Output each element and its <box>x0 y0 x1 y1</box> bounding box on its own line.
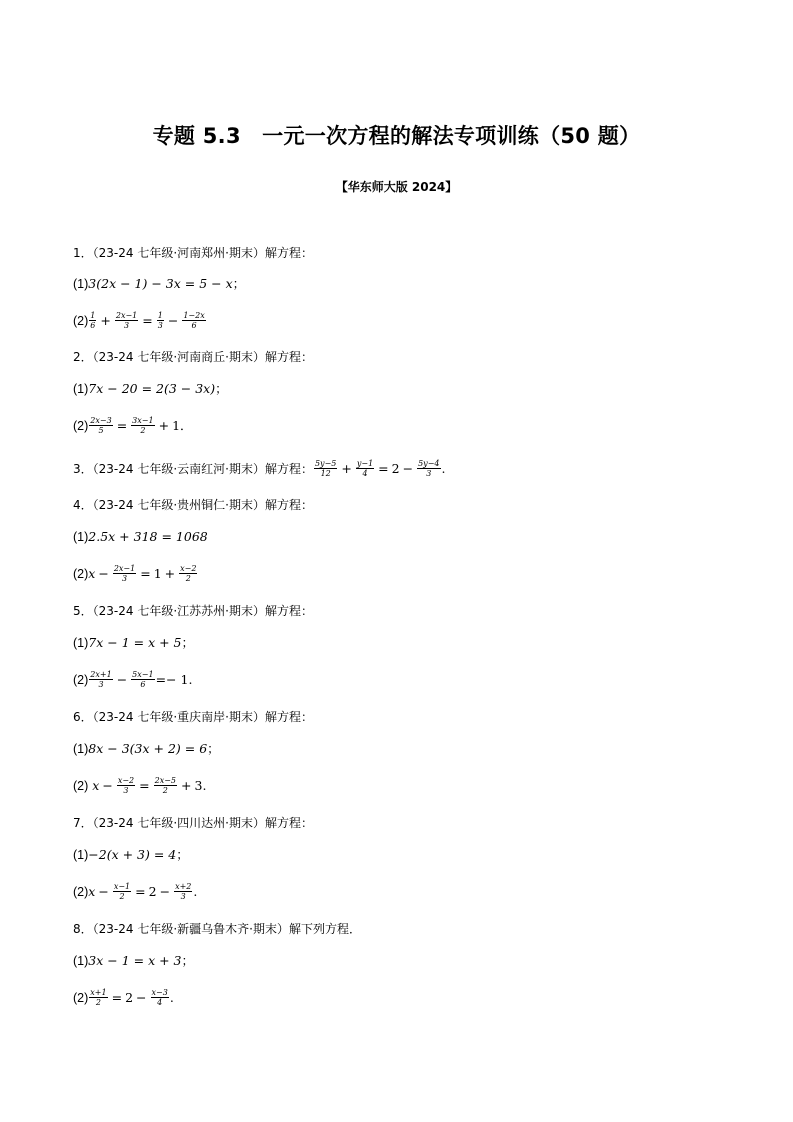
problem-4-header <box>73 496 313 514</box>
page-subtitle: 【华东师大版 2024】 <box>335 180 458 194</box>
problem-number: 4． <box>73 498 93 512</box>
fraction: $\frac{x-1}{2}$ <box>113 882 131 901</box>
problem-4-part-1 <box>73 528 208 546</box>
problem-1-part-1 <box>73 275 245 293</box>
part-label: (1) <box>73 636 89 650</box>
problem-number: 3． <box>73 462 93 476</box>
fraction: $\frac{x+2}{3}$ <box>175 882 192 901</box>
part-label: (1) <box>73 382 89 396</box>
problem-8-header <box>73 920 361 938</box>
fraction: $\frac{1-2x}{6}$ <box>183 311 205 330</box>
fraction: $\frac{2x-1}{3}$ <box>115 311 138 330</box>
problem-number: 5． <box>73 604 93 618</box>
fraction: $\frac{5x-1}{6}$ <box>132 670 154 689</box>
fraction: $\frac{x-2}{2}$ <box>180 564 197 583</box>
part-label: (2) <box>73 314 89 328</box>
part-label: (2) <box>73 885 89 899</box>
fraction: $\frac{1}{3}$ <box>157 311 163 330</box>
fraction: $\frac{y-1}{4}$ <box>356 459 374 478</box>
problem-6-header <box>73 708 313 726</box>
problem-number: 2． <box>73 350 93 364</box>
page-title: 专题 5.3 一元一次方程的解法专项训练（50 题） <box>152 124 641 148</box>
fraction: $\frac{2x-5}{2}$ <box>154 776 177 795</box>
fraction: $\frac{x-3}{4}$ <box>151 988 168 1007</box>
equation: −2(x + 3) = 4 <box>88 847 177 862</box>
problem-4-part-2: (2)x − $\frac{2x-1}{3}$ = 1 + $\frac{x-2}{2}$ <box>73 564 197 583</box>
problem-5-header <box>73 602 313 620</box>
part-label: (1) <box>73 954 89 968</box>
fraction: $\frac{5y-5}{12}$ <box>314 459 337 478</box>
problem-1-header <box>73 244 313 262</box>
problem-source: （23-24 七年级·云南红河·期末）解方程： <box>92 462 313 476</box>
problem-source: （23-24 七年级·江苏苏州·期末）解方程： <box>92 604 313 618</box>
part-label: (2) <box>73 567 89 581</box>
problem-number: 7． <box>73 816 93 830</box>
problem-5-part-1: (1)7x − 1 = x + 5； <box>73 635 195 650</box>
problem-number: 1． <box>73 246 93 260</box>
fraction: $\frac{5y-4}{3}$ <box>418 459 440 478</box>
part-tail: ； <box>232 276 246 291</box>
problem-source: （23-24 七年级·贵州铜仁·期末）解方程： <box>92 498 313 512</box>
problem-source: （23-24 七年级·河南商丘·期末）解方程： <box>92 350 313 364</box>
part-label: (2) <box>73 991 89 1005</box>
equation: 7x − 20 = 2(3 − 3x) <box>88 381 216 396</box>
problem-2-part-2: (2) $\frac{2x-3}{5}$ = $\frac{3x-1}{2}$ + 1． <box>73 416 193 435</box>
problem-source: （23-24 七年级·四川达州·期末）解方程： <box>92 816 313 830</box>
problem-3-header: 3．（23-24 七年级·云南红河·期末）解方程： $\frac{5y-5}{12}$ + $\frac{y-1}{4}$ = 2 − $\frac{5y-4}{3}$ . <box>73 459 446 478</box>
problem-source: （23-24 七年级·新疆乌鲁木齐·期末）解下列方程． <box>92 922 361 936</box>
part-label: (2) <box>73 419 89 433</box>
problem-number: 8． <box>73 922 93 936</box>
part-label: (1) <box>73 277 89 291</box>
part-tail: ． <box>180 418 193 433</box>
problem-2-part-1 <box>73 380 228 398</box>
fraction: $\frac{2x+1}{3}$ <box>90 670 112 689</box>
problem-6-part-1: (1)8x − 3(3x + 2) = 6； <box>73 741 220 756</box>
problem-6-part-2: (2) x − $\frac{x-2}{3}$ = $\frac{2x-5}{2}$ + 3. <box>73 776 207 795</box>
fraction: $\frac{2x-3}{5}$ <box>90 416 112 435</box>
equation: 7x − 1 = x + 5 <box>88 635 182 650</box>
equation: 3x − 1 = x + 3 <box>88 953 182 968</box>
problem-2-header <box>73 348 313 366</box>
problem-number: 6． <box>73 710 93 724</box>
problem-source: （23-24 七年级·重庆南岸·期末）解方程： <box>92 710 313 724</box>
equation: 3(2x − 1) − 3x = 5 − x <box>88 276 233 291</box>
problem-source: （23-24 七年级·河南郑州·期末）解方程： <box>92 246 313 260</box>
equation: 2.5x + 318 = 1068 <box>88 529 208 544</box>
problem-1-part-2: (2) $\frac{1}{6}$ + $\frac{2x-1}{3}$ = $\frac{1}{3}$ − $\frac{1-2x}{6}$ <box>73 311 205 330</box>
fraction: $\frac{3x-1}{2}$ <box>132 416 154 435</box>
problem-8-part-2: (2) $\frac{x+1}{2}$ = 2 − $\frac{x-3}{4}$ . <box>73 988 174 1007</box>
part-label: (2) <box>73 673 89 687</box>
fraction: $\frac{x+1}{2}$ <box>90 988 107 1007</box>
fraction: $\frac{x-2}{3}$ <box>117 776 135 795</box>
problem-7-header <box>73 814 313 832</box>
part-label: (1) <box>73 848 89 862</box>
problem-8-part-1: (1)3x − 1 = x + 3； <box>73 953 195 968</box>
problem-7-part-1: (1)−2(x + 3) = 4； <box>73 847 189 862</box>
part-label: (1) <box>73 530 89 544</box>
problem-7-part-2: (2)x − $\frac{x-1}{2}$ = 2 − $\frac{x+2}{3}$ . <box>73 882 198 901</box>
part-label: (1) <box>73 742 89 756</box>
part-label: (2) <box>73 779 89 793</box>
problem-5-part-2: (2) $\frac{2x+1}{3}$ − $\frac{5x-1}{6}$ =− 1. <box>73 670 193 689</box>
part-tail: ； <box>215 381 228 396</box>
fraction: $\frac{2x-1}{3}$ <box>113 564 136 583</box>
equation: 8x − 3(3x + 2) = 6 <box>88 741 208 756</box>
fraction: $\frac{1}{6}$ <box>90 311 96 330</box>
